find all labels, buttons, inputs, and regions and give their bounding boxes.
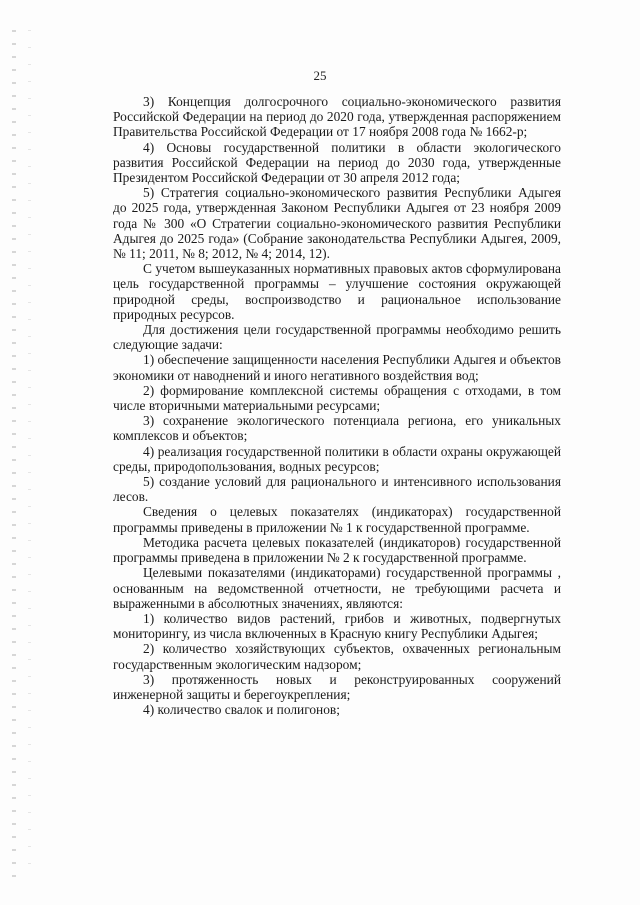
paragraph: Целевыми показателями (индикаторами) государственной программы , основанным на ведомственной отчетности, не требующими расчета и выраженными в абсолютных значениях, являются: <box>113 565 561 611</box>
paragraph: 1) обеспечение защищенности населения Республики Адыгея и объектов экономики от наводнений и иного негативного воздействия вод; <box>113 352 561 383</box>
paragraph: 2) количество хозяйствующих субъектов, охваченных региональным государственным экологическим надзором; <box>113 641 561 672</box>
paragraph: Методика расчета целевых показателей (индикаторов) государственной программы приведена в приложении № 2 к государственной программе. <box>113 534 561 566</box>
paragraph: Сведения о целевых показателях (индикаторах) государственной программы приведены в приложении № 1 к государственной программе. <box>113 504 561 535</box>
paragraph: 4) Основы государственной политики в области экологического развития Российской Федерации на период до 2030 года, утвержденные Президентом Российской Федерации от 30 апреля 2012 года; <box>113 139 561 186</box>
paragraph: Для достижения цели государственной программы необходимо решить следующие задачи: <box>113 322 561 353</box>
paragraph: 1) количество видов растений, грибов и животных, подвергнутых мониторингу, из числа включенных в Красную книгу Республики Адыгея; <box>113 610 561 642</box>
paragraph: 3) Концепция долгосрочного социально-экономического развития Российской Федерации на период до 2020 года, утвержденная распоряжением Правительства Российской Федерации от 17 ноября 2008 года № 1662-р; <box>113 94 561 140</box>
paragraph: 4) реализация государственной политики в области охраны окружающей среды, природопользования, водных ресурсов; <box>113 443 561 474</box>
paragraph: 3) протяженность новых и реконструированных сооружений инженерной защиты и берегоукрепления; <box>113 671 561 702</box>
paragraph: 4) количество свалок и полигонов; <box>143 702 340 718</box>
paragraph: С учетом вышеуказанных нормативных правовых актов сформулирована цель государственной программы – улучшение состояния окружающей природной среды, воспроизводство и рациональное использование природных ресурсов. <box>113 261 561 322</box>
paragraph: 5) создание условий для рационального и интенсивного использования лесов. <box>113 474 561 505</box>
paragraph: 5) Стратегия социально-экономического развития Республики Адыгея до 2025 года, утвержденная Законом Республики Адыгея от 23 ноября 2009 года № 300 «О Стратегии социально-экономического развития Республики Адыгея до 2025 года» (Собрание законодательства Республики Адыгея, 2009, № 11; 2011, № 8; 2012, № 4; 2014, 12). <box>113 185 561 262</box>
paragraph: 3) сохранение экологического потенциала региона, его уникальных комплексов и объектов; <box>113 413 561 444</box>
paragraph: 2) формирование комплексной системы обращения с отходами, в том числе вторичными материальными ресурсами; <box>113 382 561 414</box>
scan-edge-marks <box>12 30 16 880</box>
document-body <box>113 94 561 717</box>
page-number: 25 <box>313 68 327 83</box>
scan-edge-marks-inner <box>28 30 31 880</box>
